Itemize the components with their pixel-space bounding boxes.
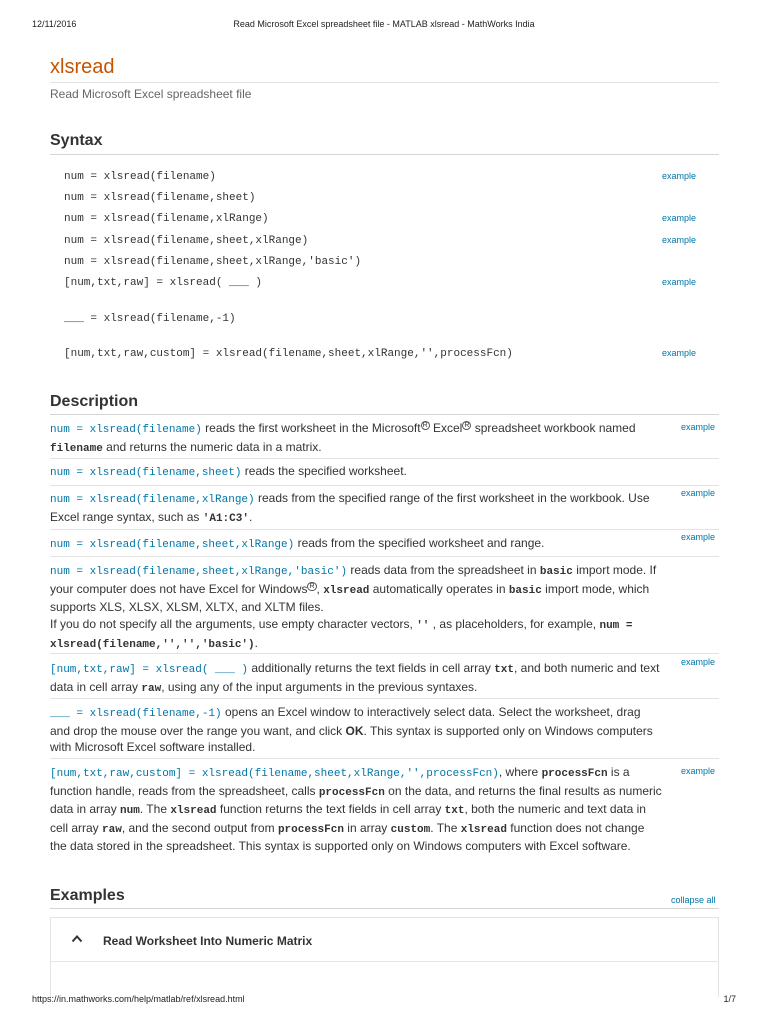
print-header bbox=[32, 19, 736, 29]
syntax-code: num = xlsread(filename,sheet) bbox=[50, 467, 242, 479]
syntax-code: ___ = xlsread(filename,-1) bbox=[50, 708, 222, 720]
syntax-example-link[interactable]: example bbox=[662, 213, 697, 223]
print-page-number: 1/7 bbox=[723, 994, 736, 1004]
description-divider bbox=[50, 653, 719, 654]
example-title: Read Worksheet Into Numeric Matrix bbox=[103, 934, 313, 948]
description-heading: Description bbox=[50, 393, 139, 410]
description-paragraph: num = xlsread(filename,sheet,xlRange) reads from the specified worksheet and range. bbox=[50, 536, 545, 551]
syntax-divider bbox=[50, 154, 719, 155]
syntax-example-link[interactable]: example bbox=[662, 171, 697, 181]
syntax-example-link[interactable]: example bbox=[662, 235, 697, 245]
syntax-code: num = xlsread(filename,sheet,xlRange) bbox=[50, 539, 295, 551]
examples-divider bbox=[50, 908, 719, 909]
description-divider bbox=[50, 529, 719, 530]
chevron-up-icon bbox=[71, 933, 83, 945]
syntax-example-link[interactable]: example bbox=[662, 348, 697, 358]
description-divider bbox=[50, 758, 719, 759]
description-divider bbox=[50, 556, 719, 557]
syntax-line: num = xlsread(filename,sheet) bbox=[64, 192, 256, 204]
registered-mark: R bbox=[464, 422, 470, 429]
description-paragraph: ___ = xlsread(filename,-1) opens an Excel window to interactively select data. Select the worksheet, drag and drop the mouse over the range you want, and click OK. This syntax is supported only on Windows computers with Microsoft Excel software installed. bbox=[50, 705, 653, 754]
syntax-code: [num,txt,raw] = xlsread( ___ ) bbox=[50, 664, 249, 676]
page-title: xlsread bbox=[50, 56, 115, 78]
registered-mark: R bbox=[422, 422, 428, 429]
syntax-heading: Syntax bbox=[50, 132, 103, 149]
description-paragraph: num = xlsread(filename,sheet) reads the specified worksheet. bbox=[50, 464, 407, 479]
example-panel bbox=[50, 917, 719, 997]
syntax-line: num = xlsread(filename,sheet,xlRange) bbox=[64, 235, 309, 247]
description-example-link[interactable]: example bbox=[681, 422, 716, 432]
syntax-code: num = xlsread(filename) bbox=[50, 424, 202, 436]
description-divider bbox=[50, 414, 719, 415]
syntax-line: ___ = xlsread(filename,-1) bbox=[64, 313, 236, 325]
print-url: https://in.mathworks.com/help/matlab/ref/xlsread.html bbox=[32, 994, 245, 1004]
description-paragraph: num = xlsread(filename,xlRange) reads from the specified range of the first worksheet in the workbook. Use Excel range syntax, such as 'A1:C3'. bbox=[50, 491, 650, 525]
description-example-link[interactable]: example bbox=[681, 766, 716, 776]
syntax-code: [num,txt,raw,custom] = xlsread(filename,sheet,xlRange,'',processFcn) bbox=[50, 768, 499, 780]
print-date: 12/11/2016 bbox=[32, 19, 77, 29]
syntax-line: num = xlsread(filename,xlRange) bbox=[64, 213, 269, 225]
collapse-all-link[interactable]: collapse all bbox=[671, 895, 716, 905]
description-paragraph: num = xlsread(filename,sheet,xlRange,'basic') reads data from the spreadsheet in basic import mode. If your computer does not have Excel for Windows $^R$ , xlsread automatically operates in basic import mode, which supports XLS, XLSX, XLSM, XLTX, and XLTM files. bbox=[50, 563, 657, 614]
syntax-code: num = xlsread(filename,xlRange) bbox=[50, 494, 255, 506]
registered-mark: R bbox=[309, 582, 315, 590]
syntax-line: num = xlsread(filename) bbox=[64, 171, 216, 183]
description-example-link[interactable]: example bbox=[681, 657, 716, 667]
description-example-link[interactable]: example bbox=[681, 532, 716, 542]
description-divider bbox=[50, 485, 719, 486]
description-example-link[interactable]: example bbox=[681, 488, 716, 498]
description-divider bbox=[50, 698, 719, 699]
purpose-line: Read Microsoft Excel spreadsheet file bbox=[50, 87, 252, 101]
syntax-code: num = xlsread(filename,sheet,xlRange,'basic') bbox=[50, 566, 348, 578]
description-paragraph: [num,txt,raw,custom] = xlsread(filename,sheet,xlRange,'',processFcn), where processFcn is a function handle, reads from the spreadsheet, calls processFcn on the data, and returns the final results as numeric data in array num. The xlsread function returns the text fields in cell array txt, both the numeric and text data in cell array raw, and the second output from processFcn in array custom. The xlsread function does not change the data stored in the spreadsheet. This syntax is supported only on Windows computers with Excel software. bbox=[50, 765, 662, 853]
description-divider bbox=[50, 458, 719, 459]
syntax-line: [num,txt,raw,custom] = xlsread(filename,sheet,xlRange,'',processFcn) bbox=[64, 348, 513, 360]
examples-heading: Examples bbox=[50, 887, 125, 904]
syntax-line: [num,txt,raw] = xlsread( ___ ) bbox=[64, 277, 263, 289]
print-title: Read Microsoft Excel spreadsheet file - MATLAB xlsread - MathWorks India bbox=[233, 19, 535, 29]
description-paragraph: If you do not specify all the arguments, use empty character vectors, '' , as placeholders, for example, num = xlsread(filename,'','','basic'). bbox=[50, 617, 633, 651]
description-paragraph: [num,txt,raw] = xlsread( ___ ) additionally returns the text fields in cell array txt, and both numeric and text data in cell array raw, using any of the input arguments in the previous syntaxes. bbox=[50, 661, 660, 695]
syntax-example-link[interactable]: example bbox=[662, 277, 697, 287]
description-paragraph: num = xlsread(filename) reads the first worksheet in the Microsoft $^R$ Excel $^R$ spreadsheet workbook named filename and returns the numeric data in a matrix. bbox=[50, 421, 636, 455]
syntax-line: num = xlsread(filename,sheet,xlRange,'basic') bbox=[64, 256, 362, 268]
example-toggle[interactable] bbox=[51, 918, 718, 962]
title-divider bbox=[50, 82, 719, 83]
